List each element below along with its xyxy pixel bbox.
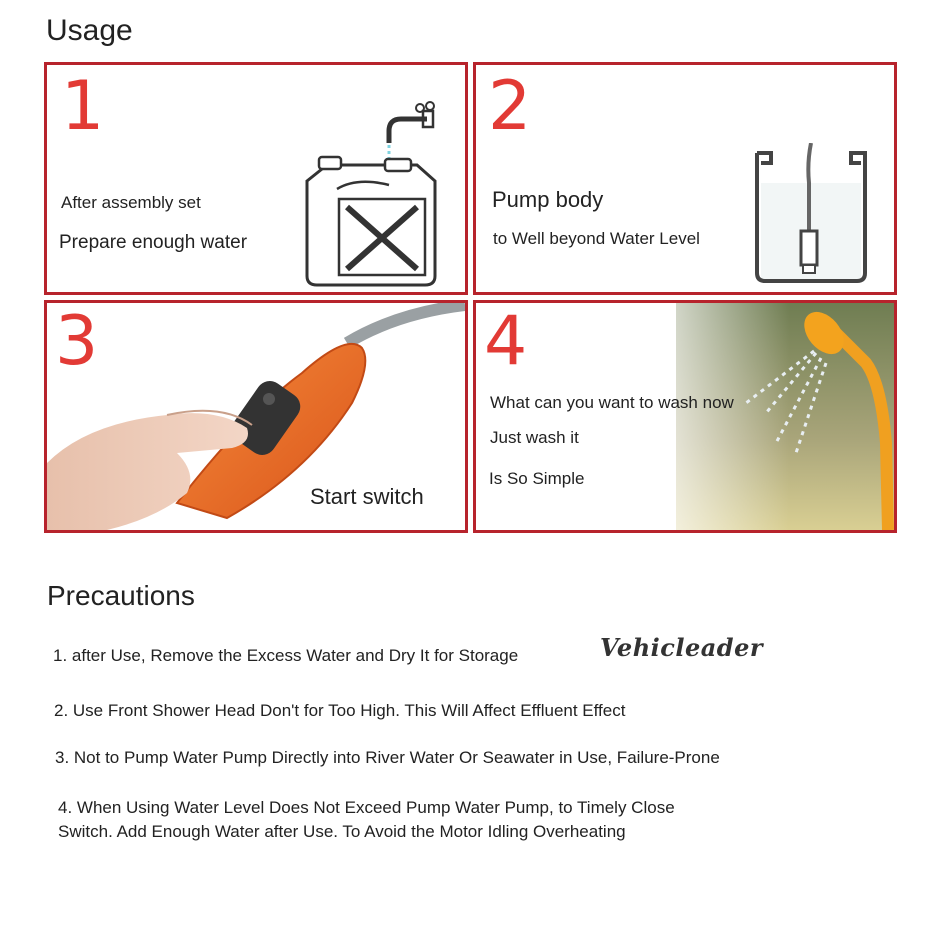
step-1-panel [44, 62, 468, 295]
step-3-number: 3 [55, 302, 99, 381]
step-4-line-2: Just wash it [490, 428, 579, 447]
jerry-can-icon [297, 101, 457, 291]
step-2-number: 2 [488, 67, 532, 146]
precaution-item-1: 1. after Use, Remove the Excess Water and Dry It for Storage [53, 646, 519, 665]
step-2-line-2: to Well beyond Water Level [493, 229, 700, 248]
pump-in-container-icon [751, 143, 871, 288]
step-2-panel [473, 62, 897, 295]
precaution-item-3: 3. Not to Pump Water Pump Directly into River Water Or Seawater in Use, Failure-Prone [55, 748, 720, 767]
usage-title: Usage [46, 14, 133, 47]
step-4-line-1: What can you want to wash now [490, 393, 734, 412]
step-4-line-3: Is So Simple [489, 469, 585, 488]
precautions-title: Precautions [47, 580, 195, 611]
precaution-item-4: 4. When Using Water Level Does Not Exceed Pump Water Pump, to Timely Close [58, 798, 675, 817]
precaution-item-4-continued: Switch. Add Enough Water after Use. To Avoid the Motor Idling Overheating [58, 822, 626, 841]
step-2-line-1: Pump body [492, 187, 604, 212]
step-4-number: 4 [484, 302, 528, 381]
shower-photo-icon [476, 303, 894, 530]
step-1-line-1: After assembly set [61, 193, 201, 212]
step-1-number: 1 [61, 67, 105, 146]
step-1-line-2: Prepare enough water [59, 232, 248, 253]
step-4-panel [473, 300, 897, 533]
precaution-item-2: 2. Use Front Shower Head Don't for Too High. This Will Affect Effluent Effect [54, 701, 626, 720]
brand-logo: Vehicleader [600, 633, 763, 662]
step-3-line-1: Start switch [310, 484, 424, 509]
step-3-panel [44, 300, 468, 533]
